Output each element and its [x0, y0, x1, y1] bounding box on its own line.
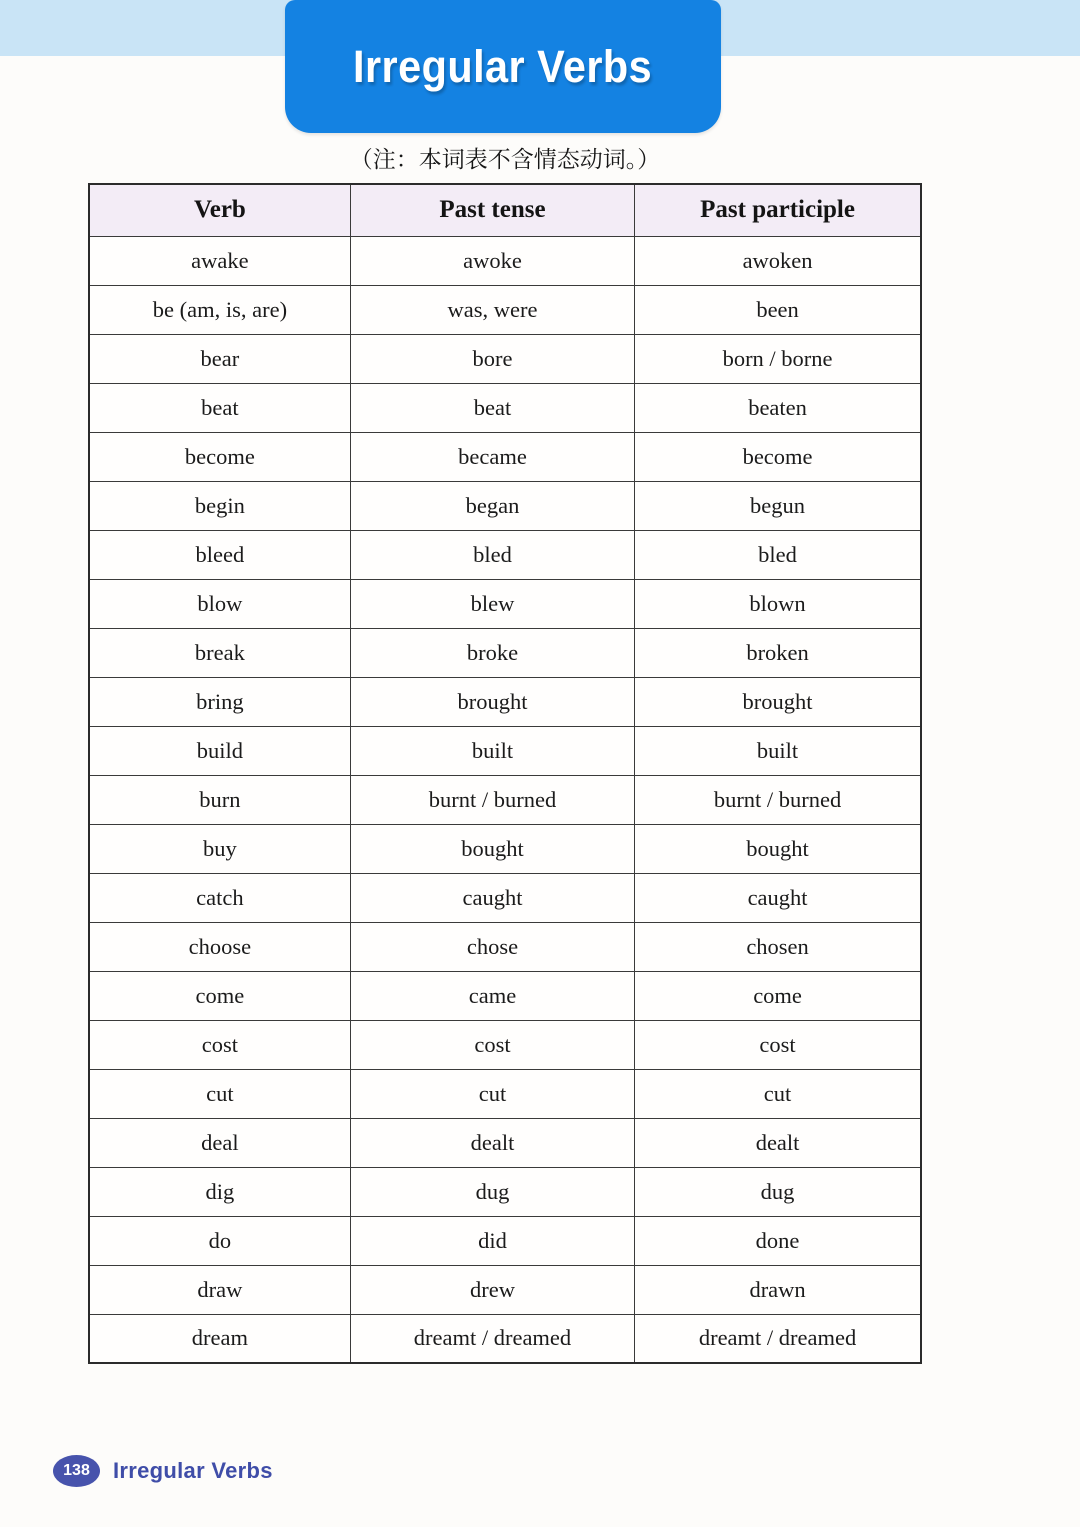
table-cell: blow — [89, 579, 350, 628]
table-row — [89, 285, 921, 334]
verb-table-body — [89, 236, 921, 1363]
table-cell: cut — [635, 1069, 921, 1118]
table-cell: cut — [350, 1069, 634, 1118]
table-cell: cut — [89, 1069, 350, 1118]
table-cell: do — [89, 1216, 350, 1265]
table-cell: chosen — [635, 922, 921, 971]
page-title: Irregular Verbs — [353, 40, 653, 92]
table-cell: been — [635, 285, 921, 334]
column-header: Past participle — [635, 184, 921, 236]
table-cell: blew — [350, 579, 634, 628]
table-cell: dealt — [635, 1118, 921, 1167]
table-row — [89, 236, 921, 285]
table-cell: awake — [89, 236, 350, 285]
table-cell: drawn — [635, 1265, 921, 1314]
table-cell: come — [89, 971, 350, 1020]
table-cell: dreamt / dreamed — [350, 1314, 634, 1363]
table-cell: draw — [89, 1265, 350, 1314]
table-cell: be (am, is, are) — [89, 285, 350, 334]
chapter-banner — [285, 0, 721, 133]
table-cell: bore — [350, 334, 634, 383]
table-row — [89, 726, 921, 775]
table-cell: dream — [89, 1314, 350, 1363]
table-cell: did — [350, 1216, 634, 1265]
table-cell: bought — [350, 824, 634, 873]
table-row — [89, 824, 921, 873]
table-cell: brought — [350, 677, 634, 726]
table-cell: drew — [350, 1265, 634, 1314]
table-cell: done — [635, 1216, 921, 1265]
column-header: Verb — [89, 184, 350, 236]
table-cell: built — [635, 726, 921, 775]
table-cell: beaten — [635, 383, 921, 432]
table-cell: born / borne — [635, 334, 921, 383]
table-cell: broken — [635, 628, 921, 677]
table-cell: chose — [350, 922, 634, 971]
irregular-verbs-table — [88, 183, 922, 1364]
table-cell: caught — [350, 873, 634, 922]
table-cell: began — [350, 481, 634, 530]
table-cell: dreamt / dreamed — [635, 1314, 921, 1363]
table-cell: cost — [350, 1020, 634, 1069]
table-cell: awoken — [635, 236, 921, 285]
table-row — [89, 432, 921, 481]
table-cell: burnt / burned — [635, 775, 921, 824]
table-cell: was, were — [350, 285, 634, 334]
table-cell: beat — [89, 383, 350, 432]
table-row — [89, 1118, 921, 1167]
table-row — [89, 873, 921, 922]
table-cell: catch — [89, 873, 350, 922]
table-header-row — [89, 184, 921, 236]
table-row — [89, 677, 921, 726]
table-row — [89, 922, 921, 971]
table-cell: awoke — [350, 236, 634, 285]
table-cell: become — [89, 432, 350, 481]
table-cell: begun — [635, 481, 921, 530]
table-cell: build — [89, 726, 350, 775]
table-cell: deal — [89, 1118, 350, 1167]
table-cell: begin — [89, 481, 350, 530]
table-cell: burn — [89, 775, 350, 824]
column-header: Past tense — [350, 184, 634, 236]
table-cell: caught — [635, 873, 921, 922]
table-cell: became — [350, 432, 634, 481]
table-cell: bought — [635, 824, 921, 873]
table-cell: bring — [89, 677, 350, 726]
table-cell: come — [635, 971, 921, 1020]
table-row — [89, 481, 921, 530]
table-row — [89, 1167, 921, 1216]
table-row — [89, 579, 921, 628]
table-row — [89, 530, 921, 579]
table-row — [89, 383, 921, 432]
table-header — [89, 184, 921, 236]
table-row — [89, 1069, 921, 1118]
table-cell: bled — [350, 530, 634, 579]
table-cell: break — [89, 628, 350, 677]
table-cell: buy — [89, 824, 350, 873]
table-cell: blown — [635, 579, 921, 628]
table-row — [89, 628, 921, 677]
table-cell: dig — [89, 1167, 350, 1216]
table-cell: brought — [635, 677, 921, 726]
table-cell: came — [350, 971, 634, 1020]
footer-section-label: Irregular Verbs — [113, 1458, 273, 1483]
page-footer — [53, 1455, 273, 1487]
table-row — [89, 1314, 921, 1363]
table-row — [89, 1020, 921, 1069]
page-number-badge: 138 — [53, 1455, 100, 1487]
table-cell: dug — [635, 1167, 921, 1216]
table-row — [89, 775, 921, 824]
table-cell: cost — [89, 1020, 350, 1069]
table-cell: dealt — [350, 1118, 634, 1167]
table-cell: beat — [350, 383, 634, 432]
table-cell: become — [635, 432, 921, 481]
table-row — [89, 334, 921, 383]
table-cell: cost — [635, 1020, 921, 1069]
table-cell: choose — [89, 922, 350, 971]
table-cell: bled — [635, 530, 921, 579]
table-cell: dug — [350, 1167, 634, 1216]
table-cell: burnt / burned — [350, 775, 634, 824]
table-row — [89, 971, 921, 1020]
table-row — [89, 1216, 921, 1265]
table-cell: built — [350, 726, 634, 775]
table-row — [89, 1265, 921, 1314]
table-cell: bleed — [89, 530, 350, 579]
table-note: （注：本词表不含情态动词。） — [349, 147, 661, 172]
table-cell: bear — [89, 334, 350, 383]
table-cell: broke — [350, 628, 634, 677]
